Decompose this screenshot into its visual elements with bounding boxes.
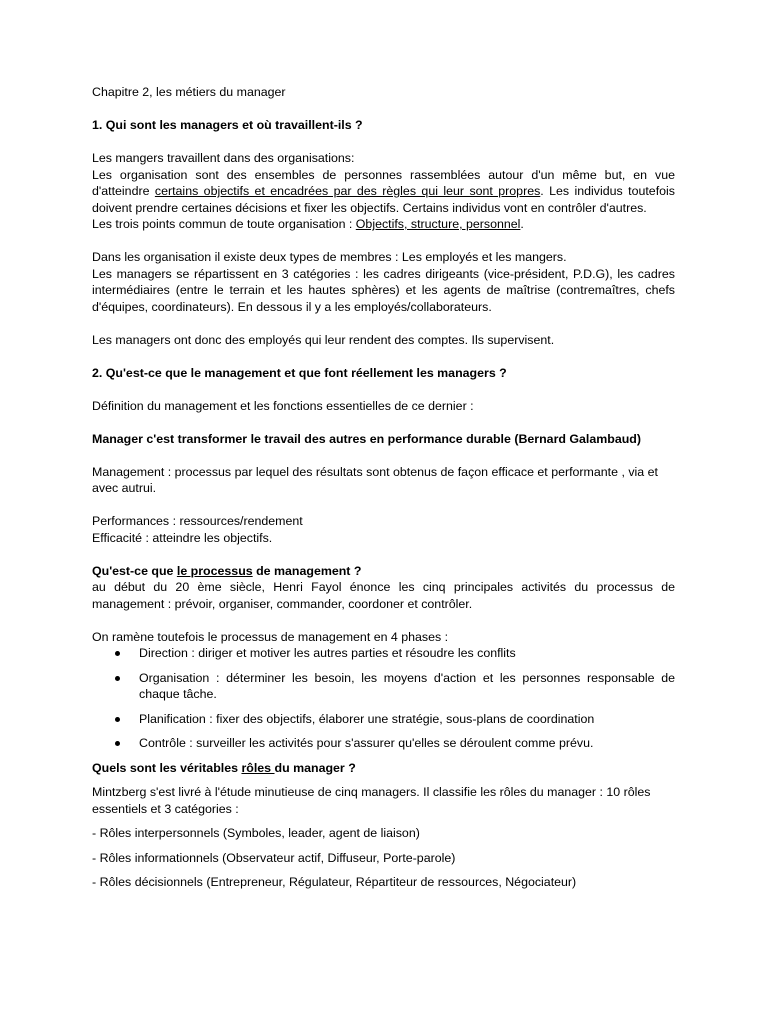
para-organisations-def: Les organisation sont des ensembles de personnes rassemblées autour d'un même but, en vue d'atteindre certains objectifs et encadrées par des règles qui leur sont propres. Les individus toutefois doivent prendre certaines décisions et fixer les objectifs. Certains individus vont en contrôler d'autres. [92,167,675,215]
heading-q1: 1. Qui sont les managers et où travaillent-ils ? [92,118,363,132]
chapter-title: Chapitre 2, les métiers du manager [92,85,286,99]
para-supervise: Les managers ont donc des employés qui leur rendent des comptes. Ils supervisent. [92,332,555,347]
para-management-def: Management : processus par lequel des résultats sont obtenus de façon efficace et performante , via et avec autrui. [92,464,658,495]
para-organisations-intro: Les mangers travaillent dans des organisations: [92,151,355,165]
heading-q4: Quels sont les véritables rôles du manager ? [92,760,356,775]
document-body [92,84,675,891]
phase-item-planification: Planification : fixer des objectifs, élaborer une stratégie, sous-plans de coordination [112,711,675,728]
underlined-three-points: Objectifs, structure, personnel [355,217,521,231]
role-decisionnels: - Rôles décisionnels (Entrepreneur, Régulateur, Répartiteur de ressources, Négociateur) [92,875,577,889]
role-informationnels: - Rôles informationnels (Observateur actif, Diffuseur, Porte-parole) [92,850,456,865]
underlined-objectifs: certains objectifs et encadrées par des règles qui leur sont propres [154,184,541,198]
para-members: Dans les organisation il existe deux types de membres : Les employés et les mangers. [92,250,567,264]
para-efficacite: Efficacité : atteindre les objectifs. [92,530,273,545]
para-phases-intro: On ramène toutefois le processus de management en 4 phases : [92,629,449,644]
phase-item-direction: Direction : diriger et motiver les autres parties et résoudre les conflits [112,645,675,662]
role-interpersonnels: - Rôles interpersonnels (Symboles, leader, agent de liaison) [92,826,420,840]
phase-item-controle: Contrôle : surveiller les activités pour s'assurer qu'elles se déroulent comme prévu. [112,735,675,752]
underlined-processus: le processus [176,563,253,578]
para-mintzberg: Mintzberg s'est livré à l'étude minutieuse de cinq managers. Il classifie les rôles du manager : 10 rôles essentiels et 3 catégories : [92,785,651,816]
para-fayol: au début du 20 ème siècle, Henri Fayol énonce les cinq principales activités du processus de management : prévoir, organiser, commander, coordoner et contrôler. [92,580,675,611]
underlined-roles: rôles [241,760,275,775]
heading-q3: Qu'est-ce que le processus de management ? [92,563,362,578]
quote-galambaud: Manager c'est transformer le travail des autres en performance durable (Bernard Galambaud) [92,431,642,446]
phases-list [92,645,675,752]
para-categories: Les managers se répartissent en 3 catégories : les cadres dirigeants (vice-président, P.D.G), les cadres intermédiaires (entre le terrain et les hautes sphères) et les agents de maîtrise (contremaîtres, chefs d'équipes, coordinateurs). En dessous il y a les employés/collaborateurs. [92,266,675,314]
para-three-points: Les trois points commun de toute organisation : Objectifs, structure, personnel. [92,217,524,231]
para-performances: Performances : ressources/rendement [92,514,303,528]
para-definition-title: Définition du management et les fonctions essentielles de ce dernier : [92,398,474,413]
phase-item-organisation: Organisation : déterminer les besoin, les moyens d'action et les personnes responsable de chaque tâche. [112,670,675,703]
heading-q2: 2. Qu'est-ce que le management et que font réellement les managers ? [92,365,507,380]
